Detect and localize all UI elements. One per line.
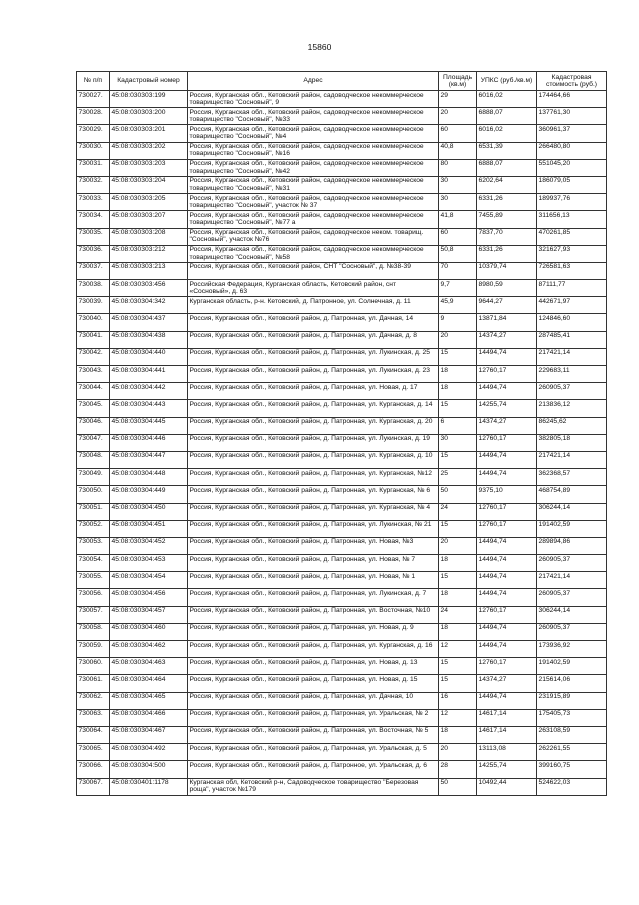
- cell-address: Россия, Курганская обл., Кетовский район, д. Патронная, ул. Дачная, д. 8: [188, 331, 439, 348]
- cell-upks: 14494,74: [477, 641, 537, 658]
- cell-area: 20: [439, 108, 477, 125]
- cell-cadastral: 45:08:030304:441: [110, 366, 188, 383]
- cell-cadastral: 45:08:030303:202: [110, 142, 188, 159]
- cell-address: Курганская область, р-н. Кетовский, д. Патронное, ул. Солнечная, д. 11: [188, 297, 439, 314]
- table-row: [77, 400, 607, 417]
- table-row: [77, 91, 607, 108]
- cell-address: Россия, Курганская обл., Кетовский район, садоводческое некоммерческое товарищество "Сосновый", №58: [188, 245, 439, 262]
- cell-cadastral: 45:08:030304:464: [110, 675, 188, 692]
- cell-area: 30: [439, 434, 477, 451]
- table-row: [77, 262, 607, 279]
- cell-cadastral: 45:08:030304:442: [110, 383, 188, 400]
- table-row: [77, 520, 607, 537]
- cell-address: Россия, Курганская обл., Кетовский район, садоводческое некоммерческое товарищество "Сосновый", №16: [188, 142, 439, 159]
- cell-upks: 6016,02: [477, 125, 537, 142]
- cell-num: 730064.: [77, 726, 110, 743]
- cell-upks: 14255,74: [477, 761, 537, 778]
- cell-address: Россия, Курганская обл., Кетовский район, садоводческое некоммерческое товарищество "Сосновый", №4: [188, 125, 439, 142]
- cell-address: Россия, Курганская обл., Кетовский район, садоводческое неком. товарищ. "Сосновый", участок №76: [188, 228, 439, 245]
- cell-num: 730054.: [77, 555, 110, 572]
- cell-num: 730030.: [77, 142, 110, 159]
- cell-address: Россия, Курганская обл., Кетовский район, д. Патронная, ул. Дачная, 14: [188, 314, 439, 331]
- cell-cost: 137761,30: [537, 108, 607, 125]
- table-row: [77, 280, 607, 297]
- cell-area: 18: [439, 726, 477, 743]
- table-row: [77, 709, 607, 726]
- cell-num: 730056.: [77, 589, 110, 606]
- cell-cadastral: 45:08:030304:450: [110, 503, 188, 520]
- cell-cost: 215614,06: [537, 675, 607, 692]
- cell-upks: 9644,27: [477, 297, 537, 314]
- cell-cadastral: 45:08:030304:460: [110, 623, 188, 640]
- cadastral-table: [76, 71, 607, 796]
- cell-cost: 442671,97: [537, 297, 607, 314]
- cell-cadastral: 45:08:030304:467: [110, 726, 188, 743]
- header-cost: Кадастровая стоимость (руб.): [537, 72, 607, 91]
- cell-upks: 12760,17: [477, 434, 537, 451]
- cell-area: 15: [439, 451, 477, 468]
- table-row: [77, 675, 607, 692]
- header-address: Адрес: [188, 72, 439, 91]
- cell-cost: 260905,37: [537, 589, 607, 606]
- cell-upks: 14617,14: [477, 726, 537, 743]
- cell-address: Россия, Курганская обл., Кетовский район, д. Патронная, ул. Лукинская, № 21: [188, 520, 439, 537]
- page-number: 15860: [307, 42, 332, 52]
- cell-area: 15: [439, 675, 477, 692]
- cell-area: 18: [439, 366, 477, 383]
- cell-upks: 14494,74: [477, 572, 537, 589]
- cell-cadastral: 45:08:030304:447: [110, 451, 188, 468]
- cell-num: 730062.: [77, 692, 110, 709]
- cell-area: 9,7: [439, 280, 477, 297]
- table-row: [77, 297, 607, 314]
- cell-area: 15: [439, 520, 477, 537]
- cell-address: Россия, Курганская обл., Кетовский район, д. Патронная, ул. Новая, № 7: [188, 555, 439, 572]
- cell-upks: 13871,84: [477, 314, 537, 331]
- cell-address: Россия, Курганская обл., Кетовский район, садоводческое некоммерческое товарищество "Сосновый", участок № 37: [188, 194, 439, 211]
- cell-cadastral: 45:08:030303:199: [110, 91, 188, 108]
- table-row: [77, 641, 607, 658]
- cell-upks: 13113,08: [477, 744, 537, 761]
- table-row: [77, 228, 607, 245]
- cell-num: 730049.: [77, 469, 110, 486]
- cell-address: Россия, Курганская обл., Кетовский район, д. Патронная, ул. Курганская, д. 16: [188, 641, 439, 658]
- cell-address: Курганская обл, Кетовский р-н, Садоводческое товарищество "Березовая роща", участок №179: [188, 778, 439, 795]
- cell-area: 20: [439, 537, 477, 554]
- cell-area: 30: [439, 176, 477, 193]
- cell-cadastral: 45:08:030303:201: [110, 125, 188, 142]
- cell-cadastral: 45:08:030303:203: [110, 159, 188, 176]
- cell-cost: 362368,57: [537, 469, 607, 486]
- cell-upks: 14374,27: [477, 331, 537, 348]
- cell-num: 730040.: [77, 314, 110, 331]
- cell-num: 730048.: [77, 451, 110, 468]
- cell-area: 45,9: [439, 297, 477, 314]
- cell-address: Россия, Курганская обл., Кетовский район, д. Патронная, ул. Лукинская, д. 23: [188, 366, 439, 383]
- cell-area: 50,8: [439, 245, 477, 262]
- cell-upks: 14617,14: [477, 709, 537, 726]
- cell-cost: 173936,92: [537, 641, 607, 658]
- table-row: [77, 366, 607, 383]
- table-row: [77, 486, 607, 503]
- cell-area: 6: [439, 417, 477, 434]
- table-row: [77, 744, 607, 761]
- cell-upks: 12760,17: [477, 366, 537, 383]
- cell-address: Россия, Курганская обл., Кетовский район, д. Патронная, ул. Восточная, №10: [188, 606, 439, 623]
- cell-area: 15: [439, 400, 477, 417]
- cell-address: Россия, Курганская обл., Кетовский район, д. Патронная, ул. Новая, № 1: [188, 572, 439, 589]
- cell-cost: 191402,59: [537, 658, 607, 675]
- cell-address: Россия, Курганская обл., Кетовский район, д. Патронная, ул. Курганская, д. 14: [188, 400, 439, 417]
- cell-upks: 12760,17: [477, 606, 537, 623]
- cell-upks: 12760,17: [477, 503, 537, 520]
- cell-num: 730033.: [77, 194, 110, 211]
- cell-address: Россия, Курганская обл., Кетовский район, д. Патронная, ул. Лукинская, д. 7: [188, 589, 439, 606]
- cell-area: 41,8: [439, 211, 477, 228]
- cell-cost: 229683,11: [537, 366, 607, 383]
- cell-cadastral: 45:08:030304:449: [110, 486, 188, 503]
- table-header-row: [77, 72, 607, 91]
- cell-area: 80: [439, 159, 477, 176]
- cell-num: 730060.: [77, 658, 110, 675]
- cell-area: 15: [439, 572, 477, 589]
- cell-address: Российская Федерация, Курганская область, Кетовский район, снт «Сосновый», д. 63: [188, 280, 439, 297]
- table-row: [77, 469, 607, 486]
- cell-cadastral: 45:08:030304:465: [110, 692, 188, 709]
- cell-area: 24: [439, 503, 477, 520]
- cell-address: Россия, Курганская обл., Кетовский район, садоводческое некоммерческое товарищество "Сосновый", №42: [188, 159, 439, 176]
- cell-cost: 260905,37: [537, 555, 607, 572]
- cell-cost: 174464,66: [537, 91, 607, 108]
- cell-address: Россия, Курганская обл., Кетовский район, садоводческое некоммерческое товарищество "Сосновый", №33: [188, 108, 439, 125]
- cell-cadastral: 45:08:030303:456: [110, 280, 188, 297]
- cell-address: Россия, Курганская обл., Кетовский район, д. Патронная, ул. Дачная, 10: [188, 692, 439, 709]
- cell-num: 730037.: [77, 262, 110, 279]
- cell-cadastral: 45:08:030304:443: [110, 400, 188, 417]
- cell-address: Россия, Курганская обл., Кетовский район, д. Патронная, ул. Уральская, № 2: [188, 709, 439, 726]
- cell-cadastral: 45:08:030304:456: [110, 589, 188, 606]
- cell-cost: 266480,80: [537, 142, 607, 159]
- table-row: [77, 348, 607, 365]
- cell-num: 730052.: [77, 520, 110, 537]
- cell-address: Россия, Курганская обл., Кетовский район, д. Патронная, ул. Курганская, №12: [188, 469, 439, 486]
- cell-num: 730065.: [77, 744, 110, 761]
- table-row: [77, 572, 607, 589]
- cell-cost: 260905,37: [537, 623, 607, 640]
- table-row: [77, 761, 607, 778]
- cell-upks: 6331,26: [477, 245, 537, 262]
- cell-cadastral: 45:08:030303:207: [110, 211, 188, 228]
- cell-cost: 231915,89: [537, 692, 607, 709]
- table-row: [77, 176, 607, 193]
- cell-upks: 8980,59: [477, 280, 537, 297]
- cell-area: 16: [439, 692, 477, 709]
- cell-cadastral: 45:08:030304:466: [110, 709, 188, 726]
- cell-cost: 470261,85: [537, 228, 607, 245]
- cell-upks: 10492,44: [477, 778, 537, 795]
- cell-address: Россия, Курганская обл., Кетовский район, д. Патронная, ул. Курганская, № 6: [188, 486, 439, 503]
- cell-num: 730036.: [77, 245, 110, 262]
- cell-area: 18: [439, 383, 477, 400]
- table-row: [77, 606, 607, 623]
- cell-num: 730032.: [77, 176, 110, 193]
- cell-cost: 213836,12: [537, 400, 607, 417]
- cell-cadastral: 45:08:030304:440: [110, 348, 188, 365]
- cell-cadastral: 45:08:030304:445: [110, 417, 188, 434]
- cell-area: 24: [439, 606, 477, 623]
- cell-area: 29: [439, 91, 477, 108]
- cell-area: 9: [439, 314, 477, 331]
- cell-upks: 14494,74: [477, 537, 537, 554]
- cell-area: 15: [439, 658, 477, 675]
- cell-upks: 12760,17: [477, 520, 537, 537]
- table-row: [77, 434, 607, 451]
- cell-upks: 7837,70: [477, 228, 537, 245]
- cell-address: Россия, Курганская обл., Кетовский район, д. Патронная, ул. Лукинская, д. 25: [188, 348, 439, 365]
- cell-cost: 186079,05: [537, 176, 607, 193]
- cell-area: 20: [439, 331, 477, 348]
- table-row: [77, 555, 607, 572]
- cell-cadastral: 45:08:030303:200: [110, 108, 188, 125]
- cell-area: 60: [439, 125, 477, 142]
- cell-area: 18: [439, 555, 477, 572]
- cell-address: Россия, Курганская обл., Кетовский район, СНТ "Сосновый", д. №38-39: [188, 262, 439, 279]
- cell-area: 40,8: [439, 142, 477, 159]
- cell-address: Россия, Курганская обл., Кетовский район, д. Патронная, ул. Лукинская, д. 19: [188, 434, 439, 451]
- cell-upks: 14494,74: [477, 692, 537, 709]
- cell-address: Россия, Курганская обл., Кетовский район, садоводческое некоммерческое товарищество "Сосновый", 9: [188, 91, 439, 108]
- cell-num: 730034.: [77, 211, 110, 228]
- cell-num: 730063.: [77, 709, 110, 726]
- table-row: [77, 778, 607, 795]
- cell-cost: 260905,37: [537, 383, 607, 400]
- cell-cadastral: 45:08:030303:208: [110, 228, 188, 245]
- cell-cadastral: 45:08:030304:500: [110, 761, 188, 778]
- cell-cost: 311656,13: [537, 211, 607, 228]
- cell-cost: 124846,60: [537, 314, 607, 331]
- cell-cadastral: 45:08:030304:437: [110, 314, 188, 331]
- cell-upks: 6888,07: [477, 108, 537, 125]
- table-row: [77, 159, 607, 176]
- cell-cost: 468754,89: [537, 486, 607, 503]
- cell-upks: 14494,74: [477, 589, 537, 606]
- cell-cadastral: 45:08:030304:446: [110, 434, 188, 451]
- cell-cadastral: 45:08:030304:454: [110, 572, 188, 589]
- cell-num: 730059.: [77, 641, 110, 658]
- cell-cadastral: 45:08:030304:492: [110, 744, 188, 761]
- cell-num: 730027.: [77, 91, 110, 108]
- cell-num: 730029.: [77, 125, 110, 142]
- cell-cadastral: 45:08:030303:213: [110, 262, 188, 279]
- cell-num: 730028.: [77, 108, 110, 125]
- cell-num: 730045.: [77, 400, 110, 417]
- cell-num: 730055.: [77, 572, 110, 589]
- cell-cost: 524622,03: [537, 778, 607, 795]
- cell-upks: 6331,26: [477, 194, 537, 211]
- cell-cost: 175405,73: [537, 709, 607, 726]
- cell-num: 730050.: [77, 486, 110, 503]
- header-cadastral: Кадастровый номер: [110, 72, 188, 91]
- cell-num: 730061.: [77, 675, 110, 692]
- cell-upks: 14494,74: [477, 451, 537, 468]
- cell-num: 730038.: [77, 280, 110, 297]
- cell-cadastral: 45:08:030303:212: [110, 245, 188, 262]
- cell-upks: 14494,74: [477, 469, 537, 486]
- cell-upks: 14255,74: [477, 400, 537, 417]
- cell-cadastral: 45:08:030303:204: [110, 176, 188, 193]
- cell-upks: 14494,74: [477, 348, 537, 365]
- cell-address: Россия, Курганская обл., Кетовский район, д. Патронная, ул. Курганская, д. 20: [188, 417, 439, 434]
- cell-cost: 263108,59: [537, 726, 607, 743]
- cell-area: 25: [439, 469, 477, 486]
- cell-num: 730044.: [77, 383, 110, 400]
- cell-cost: 217421,14: [537, 572, 607, 589]
- cell-upks: 14374,27: [477, 675, 537, 692]
- cell-area: 18: [439, 623, 477, 640]
- cell-address: Россия, Курганская обл., Кетовский район, д. Патронная, ул. Уральская, д. 5: [188, 744, 439, 761]
- header-num: № п/п: [77, 72, 110, 91]
- cell-upks: 6888,07: [477, 159, 537, 176]
- cell-address: Россия, Курганская обл., Кетовский район, д. Патронная, ул. Курганская, д. 10: [188, 451, 439, 468]
- cell-num: 730067.: [77, 778, 110, 795]
- table-row: [77, 726, 607, 743]
- cell-cost: 306244,14: [537, 606, 607, 623]
- cell-upks: 9375,10: [477, 486, 537, 503]
- cell-cadastral: 45:08:030304:457: [110, 606, 188, 623]
- cell-address: Россия, Курганская обл., Кетовский район, д. Патронная, ул. Новая, д. 15: [188, 675, 439, 692]
- cell-cost: 726581,63: [537, 262, 607, 279]
- cell-num: 730051.: [77, 503, 110, 520]
- table-row: [77, 383, 607, 400]
- cell-upks: 10379,74: [477, 262, 537, 279]
- cell-address: Россия, Курганская обл., Кетовский район, д. Патронная, ул. Курганская, № 4: [188, 503, 439, 520]
- cell-area: 50: [439, 486, 477, 503]
- cell-area: 20: [439, 744, 477, 761]
- cell-area: 12: [439, 641, 477, 658]
- table-row: [77, 125, 607, 142]
- cell-cost: 217421,14: [537, 348, 607, 365]
- cell-num: 730041.: [77, 331, 110, 348]
- cell-cost: 306244,14: [537, 503, 607, 520]
- cell-cost: 217421,14: [537, 451, 607, 468]
- cell-cadastral: 45:08:030304:462: [110, 641, 188, 658]
- cell-cost: 382805,18: [537, 434, 607, 451]
- cell-cadastral: 45:08:030304:451: [110, 520, 188, 537]
- cell-num: 730046.: [77, 417, 110, 434]
- header-upks: УПКС (руб./кв.м): [477, 72, 537, 91]
- cell-area: 12: [439, 709, 477, 726]
- cell-address: Россия, Курганская обл., Кетовский район, д. Патронная, ул. Новая, д. 17: [188, 383, 439, 400]
- cell-upks: 6016,02: [477, 91, 537, 108]
- cell-area: 70: [439, 262, 477, 279]
- table-row: [77, 692, 607, 709]
- cell-cost: 262261,55: [537, 744, 607, 761]
- table-row: [77, 589, 607, 606]
- cell-address: Россия, Курганская обл., Кетовский район, садоводческое некоммерческое товарищество "Сосновый", №77 а: [188, 211, 439, 228]
- cell-num: 730031.: [77, 159, 110, 176]
- cell-cost: 321627,93: [537, 245, 607, 262]
- cell-cadastral: 45:08:030303:205: [110, 194, 188, 211]
- cell-num: 730053.: [77, 537, 110, 554]
- cell-num: 730058.: [77, 623, 110, 640]
- table-row: [77, 623, 607, 640]
- cell-upks: 7455,89: [477, 211, 537, 228]
- cell-cost: 189937,76: [537, 194, 607, 211]
- cell-address: Россия, Курганская обл., Кетовский район, д. Патронная, ул. Восточная, № 5: [188, 726, 439, 743]
- cell-cadastral: 45:08:030401:1178: [110, 778, 188, 795]
- table-row: [77, 314, 607, 331]
- table-row: [77, 331, 607, 348]
- cell-cadastral: 45:08:030304:452: [110, 537, 188, 554]
- cell-area: 60: [439, 228, 477, 245]
- table-row: [77, 451, 607, 468]
- table-row: [77, 503, 607, 520]
- cell-area: 50: [439, 778, 477, 795]
- cell-cost: 399160,75: [537, 761, 607, 778]
- cell-cadastral: 45:08:030304:342: [110, 297, 188, 314]
- table-row: [77, 658, 607, 675]
- cell-cadastral: 45:08:030304:463: [110, 658, 188, 675]
- table-row: [77, 537, 607, 554]
- cell-cost: 87111,77: [537, 280, 607, 297]
- cell-num: 730039.: [77, 297, 110, 314]
- cell-num: 730066.: [77, 761, 110, 778]
- cell-cadastral: 45:08:030304:448: [110, 469, 188, 486]
- table-row: [77, 245, 607, 262]
- cell-num: 730057.: [77, 606, 110, 623]
- table-row: [77, 211, 607, 228]
- cell-address: Россия, Курганская обл., Кетовский район, д. Патронная, ул. Новая, д. 9: [188, 623, 439, 640]
- table-row: [77, 108, 607, 125]
- table-row: [77, 194, 607, 211]
- cell-num: 730047.: [77, 434, 110, 451]
- cell-cost: 86245,62: [537, 417, 607, 434]
- cell-upks: 14494,74: [477, 383, 537, 400]
- table-body: [77, 91, 607, 796]
- cell-upks: 14374,27: [477, 417, 537, 434]
- cell-address: Россия, Курганская обл., Кетовский район, д. Патронное, ул. Уральская, д. 6: [188, 761, 439, 778]
- cell-address: Россия, Курганская обл., Кетовский район, садоводческое некоммерческое товарищество "Сосновый", №31: [188, 176, 439, 193]
- cell-address: Россия, Курганская обл., Кетовский район, д. Патронная, ул. Новая, №3: [188, 537, 439, 554]
- cell-cadastral: 45:08:030304:438: [110, 331, 188, 348]
- cell-num: 730042.: [77, 348, 110, 365]
- cell-upks: 6531,39: [477, 142, 537, 159]
- header-area: Площадь (кв.м): [439, 72, 477, 91]
- cell-area: 18: [439, 589, 477, 606]
- cell-area: 30: [439, 194, 477, 211]
- cell-cost: 360961,37: [537, 125, 607, 142]
- cell-area: 15: [439, 348, 477, 365]
- cell-upks: 14494,74: [477, 623, 537, 640]
- cell-cost: 551045,20: [537, 159, 607, 176]
- cell-cadastral: 45:08:030304:453: [110, 555, 188, 572]
- cell-upks: 12760,17: [477, 658, 537, 675]
- cell-upks: 6202,64: [477, 176, 537, 193]
- table-row: [77, 417, 607, 434]
- cell-address: Россия, Курганская обл., Кетовский район, д. Патронная, ул. Новая, д. 13: [188, 658, 439, 675]
- cell-cost: 289894,86: [537, 537, 607, 554]
- cell-area: 28: [439, 761, 477, 778]
- cell-upks: 14494,74: [477, 555, 537, 572]
- cell-num: 730043.: [77, 366, 110, 383]
- table-row: [77, 142, 607, 159]
- cell-cost: 287485,41: [537, 331, 607, 348]
- cell-cost: 191402,59: [537, 520, 607, 537]
- cell-num: 730035.: [77, 228, 110, 245]
